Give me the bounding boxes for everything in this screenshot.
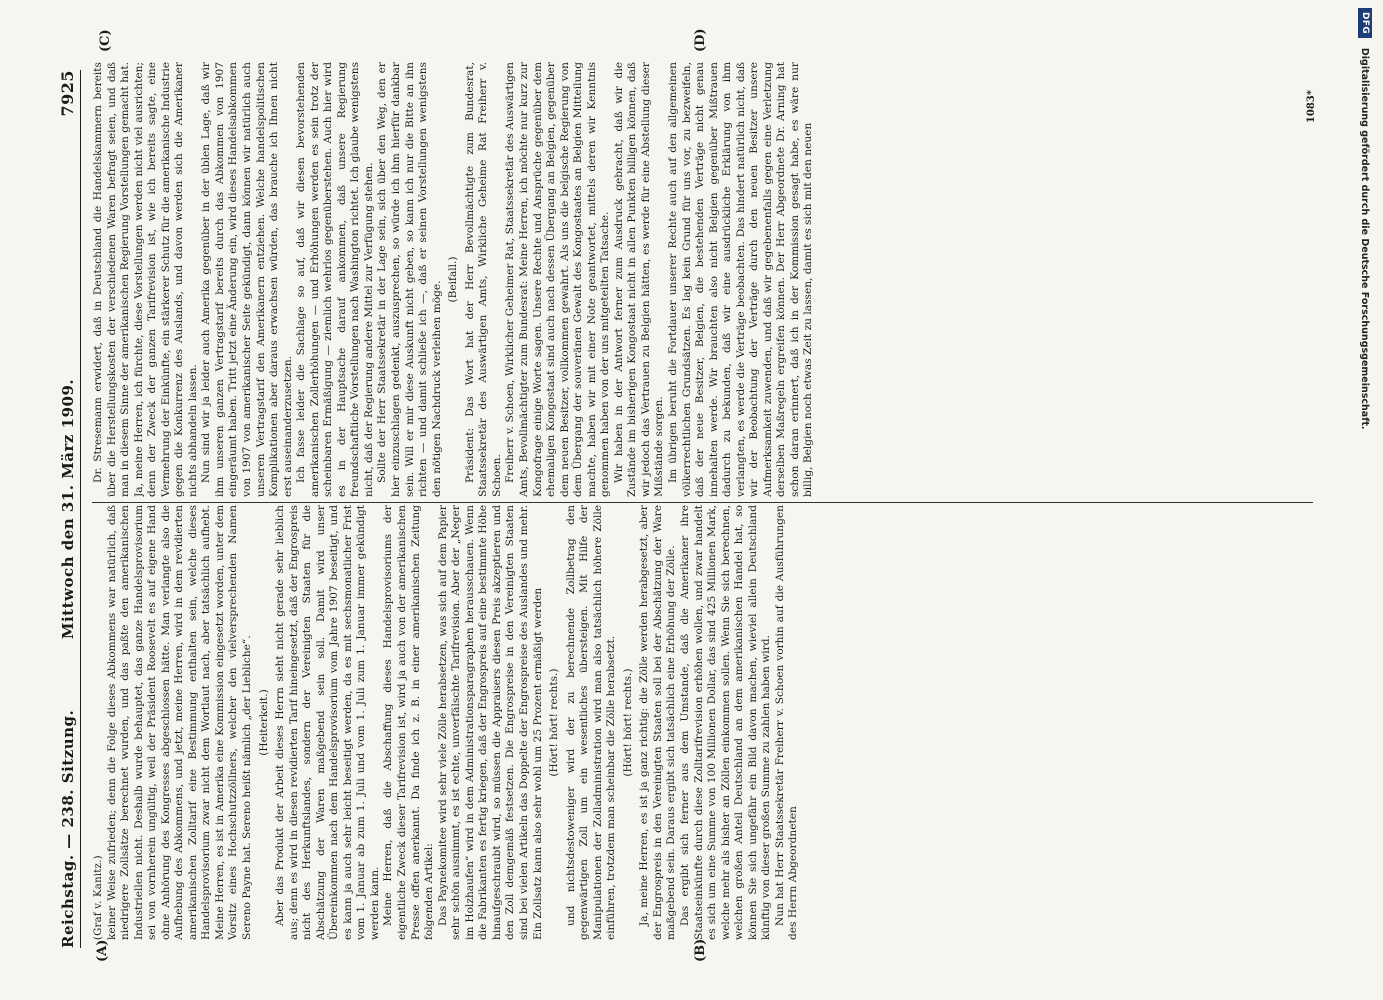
dfg-logo-icon: DFG (1358, 8, 1372, 38)
left-column (92, 505, 1323, 940)
page-header (58, 70, 81, 948)
right-column (92, 62, 1323, 497)
paragraph: Meine Herren, daß die Abschaffung dieses Handelsprovisoriums der eigentliche Zweck dieser Tarifrevision ist, wird ja auch von der amerikanischen Presse offen anerkannt. Da finde ich z. B. in einer amerikanischen Zeitung folgenden Artikel: (382, 505, 436, 940)
quoted-paragraph: und nichtsdestoweniger wird der zu berechnende Zollbetrag den gegenwärtigen Zoll um ein wesentliches übersteigen. Mit Hilfe der Manipulationen der Zolladministration wird man also tatsächlich höhere Zölle einführen, trotzdem man scheinbar die Zölle herabsetzt. (564, 505, 618, 940)
margin-letter-a: (A) (95, 939, 110, 962)
digitization-note (1354, 8, 1376, 998)
interjection: (Heiterkeit.) (257, 689, 270, 756)
interjection: (Hört! hört! rechts.) (621, 668, 634, 777)
paragraph: Sollte der Herr Staatssekretär in der Lage sein, sich über den Weg, den er hier einzuschlagen gedenkt, auszusprechen, so würde ich ihm hierfür dankbar sein. Will er mir diese Auskunft nicht geben, so kann ich nur die Bitte an ihn richten — und damit schließe ich —, daß er seinen Vorstellungen wenigstens den nötigen Nachdruck verleihen möge. (376, 62, 443, 497)
paragraph: Ja, meine Herren, es ist ja ganz richtig: die Zölle werden herabgesetzt, aber der Engrospreis in den Vereinigten Staaten soll bei der Abschätzung der Ware maßgebend sein. Daraus ergibt sich tatsächlich eine Erhöhung der Zölle. (638, 505, 678, 940)
paragraph: Im übrigen beruht die Fortdauer unserer Rechte auch auf den allgemeinen völkerrechtlichen Grundsätzen. Es lag kein Grund für uns vor, zu bezweifeln, daß der neue Besitzer, Belgien, die bestehenden Verträge nicht genau innehalten werde. Wir brauchten also nicht Belgien gegenüber Mißtrauen dadurch zu bekunden, daß wir eine ausdrückliche Erklärung von ihm verlangten, es werde die Verträge beobachten. Das hindert natürlich nicht, daß wir der Beobachtung der Verträge durch den neuen Besitzer unsere Aufmerksamkeit zuwenden, und daß wir gegebenenfalls gegen eine Verletzung derselben Maßregeln ergreifen können. Der Herr Abgeordnete Dr. Arning hat schon daran erinnert, daß ich in der Kommission gesagt habe, es wäre nur billig, Belgien noch etwas Zeit zu lassen, damit es sich mit den neuen (666, 62, 815, 497)
header-left: Reichstag. — 238. Sitzung. (59, 709, 77, 948)
interjection: (Hört! hört! rechts.) (548, 668, 561, 777)
header-date: Mittwoch den 31. März 1909. (59, 378, 77, 640)
paragraph: keiner Weise zufrieden; denn die Folge dieses Abkommens war natürlich, daß niedrigere Zollsätze berechnet wurden, und das paßte den amerikanischen Industriellen nicht. Deshalb wurde behauptet, das ganze Handelsprovisorium sei von vornherein ungültig, weil der Präsident Roosevelt es auf eigene Hand ohne Anhörung des Kongresses abgeschlossen hätte. Man verlangte also die Aufhebung des Abkommens, und jetzt, meine Herren, wird in dem revidierten amerikanischen Zolltarif eine Bestimmung enthalten sein, welche dieses Handelsprovisorium zwar nicht dem Wortlaut nach, aber tatsächlich aufhebt. Meine Herren, es ist in Amerika eine Kommission eingesetzt worden, unter dem Vorsitz eines Hochschutzzöllners, welcher den vielversprechenden Namen Sereno Payne hat. Sereno heißt nämlich „der Liebliche“. (105, 505, 254, 940)
margin-letter-c: (C) (98, 29, 113, 52)
footer-number: 1083* (1306, 90, 1317, 124)
quoted-paragraph: Das Paynekomitee wird sehr viele Zölle herabsetzen, was sich auf dem Papier sehr schön ausnimmt, es ist echte, unverfälschte Tarifrevision. Aber der „Neger im Holzhaufen“ wird in dem Administrationsparagraphen herausschauen. Wenn die Fabrikanten es fertig kriegen, daß der Engrospreis auf eine bestimmte Höhe hinaufgeschraubt wird, so müssen die Appraisers diesen Preis akzeptieren und den Zoll demgemäß festsetzen. Die Engrospreise in den Vereinigten Staaten sind bei vielen Artikeln das Doppelte der Engrospreise des Auslandes und mehr. Ein Zollsatz kann also sehr wohl um 25 Prozent ermäßigt werden (436, 505, 544, 940)
paragraph: Ich fasse leider die Sachlage so auf, daß wir diesen bevorstehenden amerikanischen Zollerhöhungen — und Erhöhungen werden es sein trotz der scheinbaren Ermäßigung — ziemlich wehrlos gegenüberstehen. Auch hier wird es in der Hauptsache darauf ankommen, daß unsere Regierung freundschaftliche Vorstellungen nach Washington richtet. Ich glaube wenigstens nicht, daß der Regierung andere Mittel zur Verfügung stehen. (295, 62, 375, 497)
digitization-text: Digitalisierung gefördert durch die Deutsche Forschungsgemeinschaft. (1359, 47, 1371, 430)
paragraph: Das ergibt sich ferner aus dem Umstande, daß die Amerikaner ihre Staatseinkünfte durch diese Zolltarifrevision erhöhen wollen, und zwar handelt es sich um eine Summe von 100 Millionen Dollar, das sind 425 Millionen Mark, welche mehr als bisher an Zöllen einkommen sollen. Wenn Sie sich berechnen, welchen großen Anteil Deutschland an dem amerikanischen Handel hat, so können Sie sich ungefähr ein Bild davon machen, wieviel allein Deutschland künftig von dieser großen Summe zu zahlen haben wird. (678, 505, 773, 940)
paragraph: Nun sind wir ja leider auch Amerika gegenüber in der üblen Lage, daß wir ihm unseren ganzen Vertragstarif bereits durch das Abkommen von 1907 eingeräumt haben. Tritt jetzt eine Änderung ein, wird dieses Handelsabkommen von 1907 von amerikanischer Seite gekündigt, dann können wir natürlich auch unseren Vertragstarif den Amerikanern entziehen. Welche handelspolitischen Komplikationen aber daraus erwachsen würden, das brauche ich Ihnen nicht erst auseinanderzusetzen. (200, 62, 294, 497)
column-divider (92, 502, 1313, 503)
margin-letter-b: (B) (693, 938, 708, 962)
paragraph: Nun hat Herr Staatssekretär Freiherr v. Schoen vorhin auf die Ausführungen des Herrn Abgeordneten (773, 505, 800, 940)
paragraph: Dr. Stresemann erwidert, daß in Deutschland die Handelskammern bereits über die Herstellungskosten der verschiedenen Waren befragt seien, und daß man in diesem Sinne der amerikanischen Regierung Vorstellungen gemacht hat. Ja, meine Herren, ich fürchte, diese Vorstellungen werden nicht viel ausrichten; denn der Zweck der ganzen Tarifrevision ist, wie ich bereits sagte, eine Vermehrung der Einkünfte, ein stärkerer Schutz für die amerikanische Industrie gegen die Konkurrenz des Auslands, und davon werden sich die Amerikaner nichts abhandeln lassen. (92, 62, 199, 497)
paragraph: Wir haben in der Antwort ferner zum Ausdruck gebracht, daß wir die Zustände im bisherigen Kongostaat nicht in allen Punkten billigen können, daß wir jedoch das Vertrauen zu Belgien hätten, es werde für eine Abstellung dieser Mißstände sorgen. (612, 62, 666, 497)
interjection: (Beifall.) (447, 256, 460, 303)
margin-letter-d: (D) (693, 28, 708, 52)
president-paragraph: Präsident: Das Wort hat der Herr Bevollmächtigte zum Bundesrat, Staatssekretär des Auswärtigen Amts, Wirkliche Geheime Rat Freiherr v. Schoen. (463, 62, 503, 497)
page-number: 7925 (58, 69, 77, 117)
paragraph: Aber das Produkt der Arbeit dieses Herrn sieht nicht gerade sehr lieblich aus; denn es wird in diesen revidierten Tarif hineingesetzt, daß der Engrospreis nicht des Herkunftslandes, sondern der Vereinigten Staaten für die Abschätzung der Waren maßgebend sein soll. Damit wird unser Übereinkommen nach dem Handelsprovisorium vom Jahre 1907 beseitigt, und es kann ja auch sehr leicht beseitigt werden, da es mit sechsmonatlicher Frist vom 1. Januar ab zum 1. Juli und vom 1. Juli zum 1. Januar immer gekündigt werden kann. (274, 505, 381, 940)
speaker-continued: (Graf v. Kanitz.) (93, 855, 104, 940)
speaker-paragraph: Freiherr v. Schoen, Wirklicher Geheimer Rat, Staatssekretär des Auswärtigen Amts, Bevollmächtigter zum Bundesrat: Meine Herren, ich möchte nur kurz zur Kongofrage einige Worte sagen. Unsere Rechte und Ansprüche gegenüber dem ehemaligen Kongostaat sind auch nach dessen Übergang an Belgien, gegenüber dem neuen Besitzer, vollkommen gewahrt. Als uns die belgische Regierung von dem Übergang der souveränen Gewalt des Kongostaates an Belgien Mitteilung machte, haben wir mit einer Note geantwortet, mittels deren wir Kenntnis genommen haben von der uns mitgeteilten Tatsache. (504, 62, 612, 497)
